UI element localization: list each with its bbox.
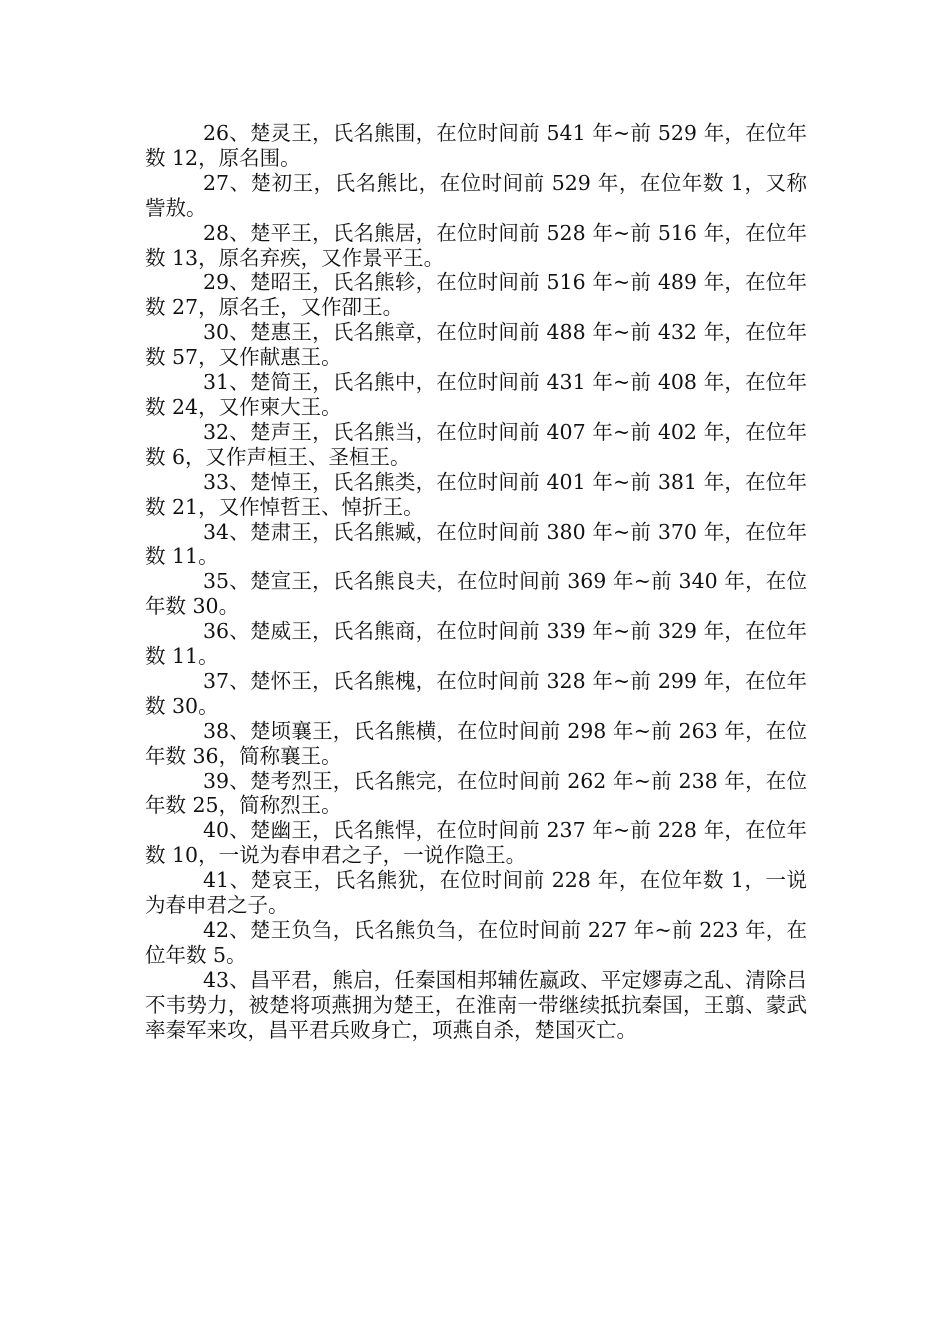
paragraph-37: 37、楚怀王，氏名熊槐，在位时间前 328 年~前 299 年，在位年数 30。 [145,668,807,718]
paragraph-41: 41、楚哀王，氏名熊犹，在位时间前 228 年，在位年数 1，一说为春申君之子。 [145,868,807,918]
paragraph-32: 32、楚声王，氏名熊当，在位时间前 407 年~前 402 年，在位年数 6，又作声桓王、圣桓王。 [145,419,807,469]
paragraph-33: 33、楚悼王，氏名熊类，在位时间前 401 年~前 381 年，在位年数 21，又作悼哲王、悼折王。 [145,469,807,519]
paragraph-43: 43、昌平君，熊启，任秦国相邦辅佐嬴政、平定嫪毐之乱、清除吕不韦势力，被楚将项燕拥为楚王，在淮南一带继续抵抗秦国，王翦、蒙武率秦军来攻，昌平君兵败身亡，项燕自杀，楚国灭亡。 [145,967,807,1042]
paragraph-27: 27、楚初王，氏名熊比，在位时间前 529 年，在位年数 1，又称訾敖。 [145,170,807,220]
paragraph-34: 34、楚肃王，氏名熊臧，在位时间前 380 年~前 370 年，在位年数 11。 [145,519,807,569]
paragraph-31: 31、楚简王，氏名熊中，在位时间前 431 年~前 408 年，在位年数 24，又作柬大王。 [145,370,807,419]
paragraph-29: 29、楚昭王，氏名熊轸，在位时间前 516 年~前 489 年，在位年数 27，原名壬，又作卲王。 [145,270,807,320]
paragraph-40: 40、楚幽王，氏名熊悍，在位时间前 237 年~前 228 年，在位年数 10，一说为春申君之子，一说作隐王。 [145,818,807,868]
paragraph-42: 42、楚王负刍，氏名熊负刍，在位时间前 227 年~前 223 年，在位年数 5。 [145,918,807,967]
paragraph-30: 30、楚惠王，氏名熊章，在位时间前 488 年~前 432 年，在位年数 57，又作献惠王。 [145,320,807,370]
document-body [145,121,807,1043]
paragraph-35: 35、楚宣王，氏名熊良夫，在位时间前 369 年~前 340 年，在位年数 30。 [145,569,807,619]
paragraph-36: 36、楚威王，氏名熊商，在位时间前 339 年~前 329 年，在位年数 11。 [145,619,807,669]
paragraph-38: 38、楚顷襄王，氏名熊横，在位时间前 298 年~前 263 年，在位年数 36，简称襄王。 [145,718,807,768]
paragraph-39: 39、楚考烈王，氏名熊完，在位时间前 262 年~前 238 年，在位年数 25，简称烈王。 [145,768,807,818]
paragraph-28: 28、楚平王，氏名熊居，在位时间前 528 年~前 516 年，在位年数 13，原名弃疾，又作景平王。 [145,220,807,270]
paragraph-26: 26、楚灵王，氏名熊围，在位时间前 541 年~前 529 年，在位年数 12，原名围。 [145,121,807,170]
